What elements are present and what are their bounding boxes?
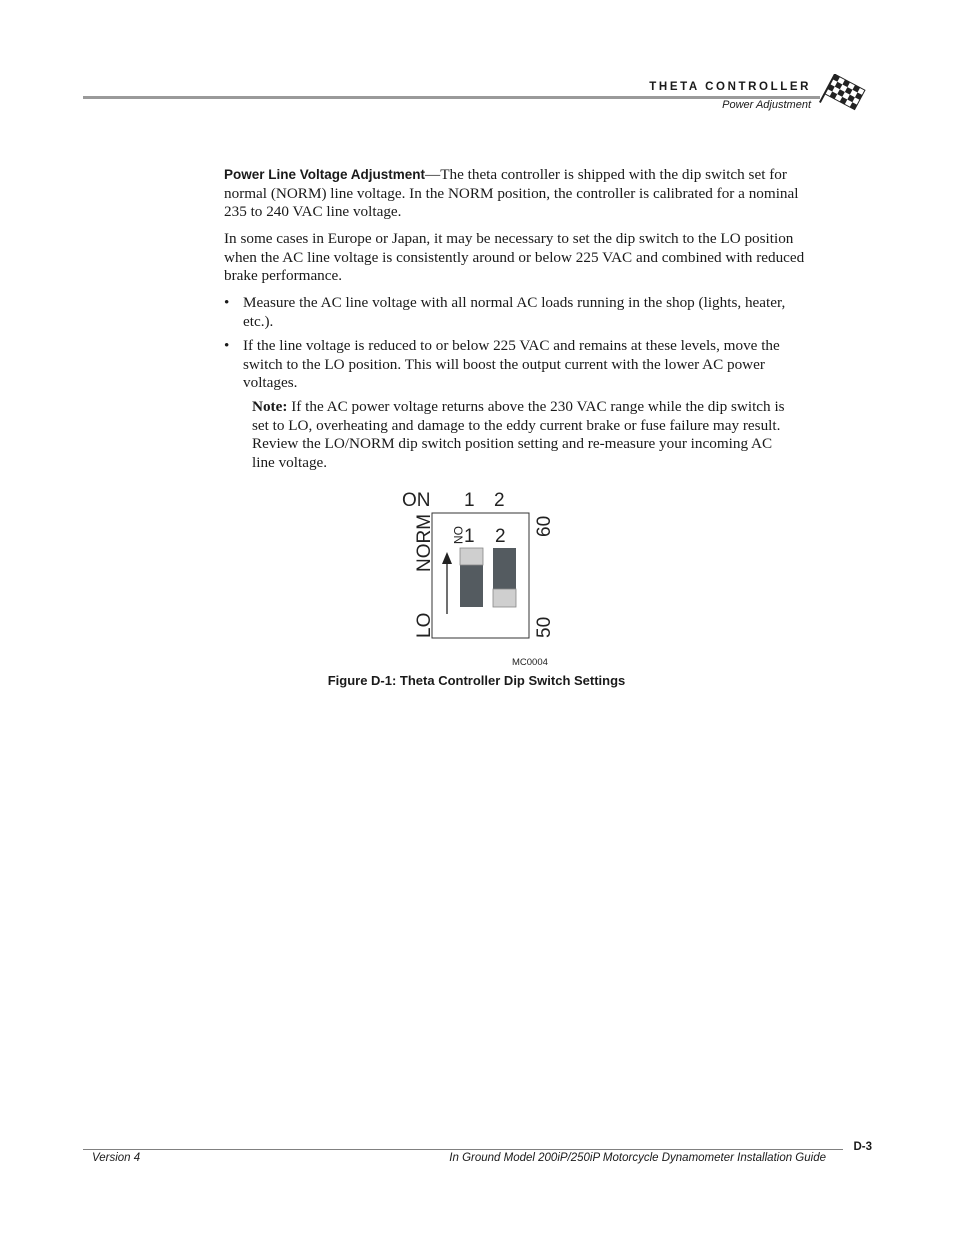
note-paragraph [252,398,792,472]
figure-label-norm: NORM [414,513,435,572]
figure-label-on: ON [402,490,431,511]
running-header-title: THETA CONTROLLER [649,81,811,93]
paragraph-text: —The theta controller is shipped with the dip switch set for normal (NORM) line voltage. In the NORM position, the controller is calibrated for a nominal 235 to 240 VAC line voltage. [224,166,799,220]
figure-code: MC0004 [512,657,548,668]
list-item-text: If the line voltage is reduced to or below 225 VAC and remains at these levels, move the switch to the LO position. This will boost the output current with the lower AC power voltages. [243,337,780,391]
note-text: If the AC power voltage returns above the 230 VAC range while the dip switch is set to LO, overheating and damage to the eddy current brake or fuse failure may result. Review the LO/NORM dip switch position setting and re-measure your incoming AC line voltage. [252,398,785,471]
bullet-icon: • [224,337,230,354]
direction-arrow-icon [442,552,452,564]
footer-version: Version 4 [92,1152,141,1164]
dip-switch-figure [398,484,578,674]
bullet-icon: • [224,294,230,311]
list-item-text: Measure the AC line voltage with all normal AC loads running in the shop (lights, heater, etc.). [243,294,786,330]
switch-label-2: 2 [495,526,506,547]
switch-2-actuator [493,589,516,607]
checkered-flag-icon [818,74,866,116]
section-lead-heading: Power Line Voltage Adjustment [224,167,426,182]
figure-label-60: 60 [534,515,555,537]
figure-label-top-2: 2 [494,490,505,511]
figure-label-on-vertical: ON [451,526,465,544]
page-number: D-3 [853,1141,872,1153]
figure-label-lo: LO [414,612,435,638]
europe-japan-paragraph: In some cases in Europe or Japan, it may be necessary to set the dip switch to the LO position when the AC line voltage is consistently around or below 225 VAC and combined with reduced brake performance. [224,230,805,284]
footer-rule [83,1149,843,1150]
figure-caption: Figure D-1: Theta Controller Dip Switch Settings [327,673,626,688]
switch-label-1: 1 [464,526,475,547]
note-label: Note: [252,398,288,415]
power-line-voltage-paragraph [224,166,814,222]
switch-1-actuator [460,548,483,565]
running-header-subtitle: Power Adjustment [722,99,811,111]
figure-label-top-1: 1 [464,490,475,511]
figure-label-50: 50 [534,616,555,638]
footer-document-title: In Ground Model 200iP/250iP Motorcycle Dynamometer Installation Guide [449,1152,826,1164]
